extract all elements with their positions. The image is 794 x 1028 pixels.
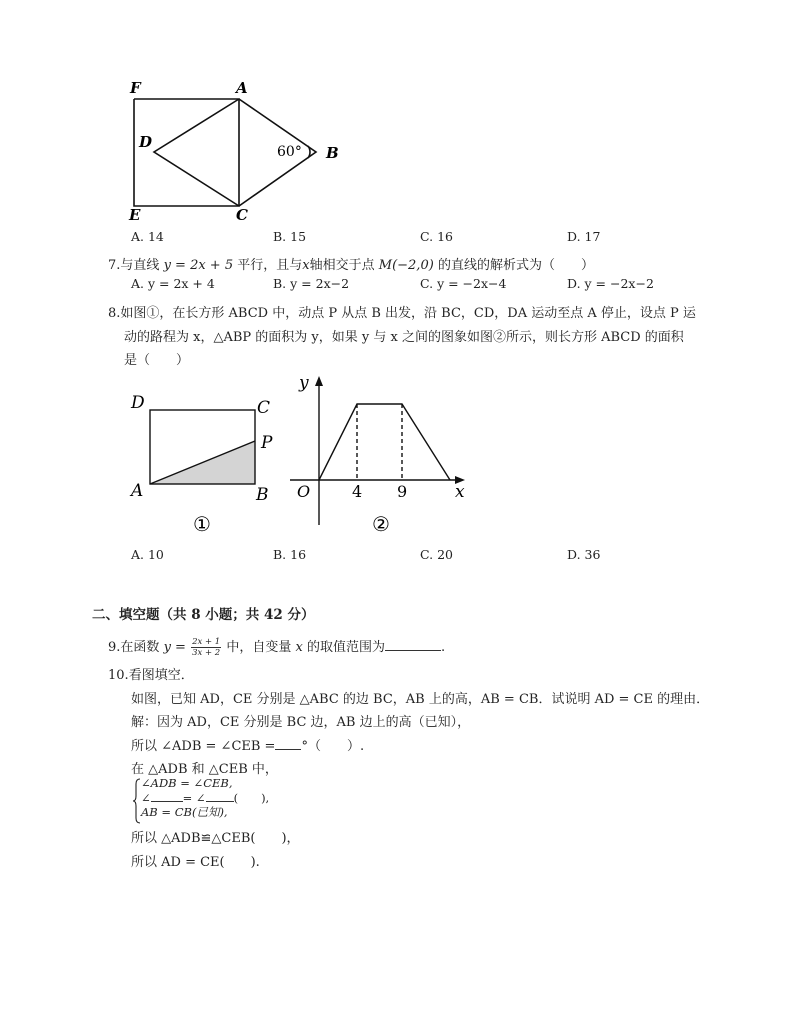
q10-system-row3: AB = CB(已知), xyxy=(141,805,228,819)
q8-stem-line2: 动的路程为 x，△ABP 的面积为 y，如果 y 与 x 之间的图象如图②所示，则长方形 ABCD 的面积 xyxy=(124,330,684,345)
q7-option-a: A. y = 2x + 4 xyxy=(131,276,215,291)
q6-option-c: C. 16 xyxy=(420,229,453,244)
q7-option-d: D. y = −2x−2 xyxy=(567,276,654,291)
q9-func-y: y = xyxy=(163,640,186,655)
fig1-label-D: D xyxy=(131,393,145,413)
q9-fraction xyxy=(191,637,221,658)
area-function-graph xyxy=(285,370,475,538)
fig2-label-y: y xyxy=(299,373,309,393)
label-E: E xyxy=(129,206,141,224)
q10-system-row1: ∠ADB = ∠CEB, xyxy=(141,776,233,790)
q10-line3-end: °（ ）. xyxy=(301,739,365,754)
fig1-label-B: B xyxy=(256,485,269,505)
q10-line4: 在 △ADB 和 △CEB 中， xyxy=(131,762,278,777)
q7-text-c: 轴相交于点 xyxy=(309,258,375,273)
q7-option-b: B. y = 2x−2 xyxy=(273,276,350,291)
q7-text-d: 的直线的解析式为（ ） xyxy=(437,258,594,273)
q10-angle-blank-1[interactable] xyxy=(151,801,183,802)
label-D: D xyxy=(139,133,153,151)
q10-angle-blank-2[interactable] xyxy=(206,801,234,802)
q10-line6: 所以 △ADB≌△CEB( )， xyxy=(131,831,300,846)
q10-reason: ( ), xyxy=(233,791,270,805)
fig1-label-C: C xyxy=(257,398,271,418)
fig2-tick-4: 4 xyxy=(352,482,363,501)
q6-option-d: D. 17 xyxy=(567,229,601,244)
q6-option-b: B. 15 xyxy=(273,229,307,244)
q8-stem-line3: 是（ ） xyxy=(124,353,190,368)
q9-denominator: 3x + 2 xyxy=(192,648,221,658)
q8-number: 8. xyxy=(108,306,121,321)
q7-option-c: C. y = −2x−4 xyxy=(420,276,507,291)
q9-text-b: 中，自变量 xyxy=(226,640,292,655)
q9-end: . xyxy=(441,640,446,655)
q10-line1: 如图，已知 AD，CE 分别是 △ABC 的边 BC，AB 上的高，AB = CB．试说明 AD = CE 的理由． xyxy=(131,692,710,707)
q8-option-c: C. 20 xyxy=(420,547,453,562)
q8-stem-line1 xyxy=(108,302,696,321)
q7-equation: y = 2x + 5 xyxy=(163,258,234,273)
fig2-label-O: O xyxy=(297,482,311,501)
q7-number: 7. xyxy=(108,258,121,273)
q7-text-b: 平行，且与 xyxy=(237,258,303,273)
q8-line1: 如图①，在长方形 ABCD 中，动点 P 从点 B 出发，沿 BC，CD，DA 运动至点 A 停止，设点 P 运 xyxy=(120,306,696,321)
rectangle-moving-point-figure xyxy=(125,388,285,538)
q9-var: x xyxy=(295,640,303,655)
q7-stem xyxy=(108,254,594,273)
q10-title-text: 看图填空． xyxy=(128,668,194,683)
rectangle-rhombus-figure xyxy=(120,76,350,226)
q10-angle-sym1: ∠ xyxy=(141,791,151,805)
q7-text-a: 与直线 xyxy=(120,258,160,273)
label-B: B xyxy=(326,144,339,162)
section-title: 二、填空题（共 8 小题；共 42 分） xyxy=(92,607,315,623)
q10-line2: 解：因为 AD，CE 分别是 BC 边，AB 边上的高（已知）， xyxy=(131,715,471,730)
fig1-label-A: A xyxy=(131,481,144,501)
q10-angle-blank[interactable] xyxy=(275,749,301,750)
q9-number: 9. xyxy=(108,640,121,655)
q9-numerator: 2x + 1 xyxy=(192,637,221,647)
q10-line3-text: 所以 ∠ADB = ∠CEB = xyxy=(131,739,276,754)
q9-text-a: 在函数 xyxy=(120,640,160,655)
q8-option-d: D. 36 xyxy=(567,547,601,562)
label-C: C xyxy=(236,206,248,224)
q10-angle-sym2: = ∠ xyxy=(182,791,206,805)
fig2-caption: ② xyxy=(372,512,390,536)
q8-option-a: A. 10 xyxy=(131,547,164,562)
q6-option-a: A. 14 xyxy=(131,229,164,244)
fig2-tick-9: 9 xyxy=(397,482,408,501)
q7-point: M(−2,0) xyxy=(378,258,434,273)
label-A: A xyxy=(236,79,248,97)
q9-answer-blank[interactable] xyxy=(385,650,441,651)
q10-line7: 所以 AD = CE( ). xyxy=(131,855,260,870)
fig1-caption: ① xyxy=(193,512,211,536)
q8-option-b: B. 16 xyxy=(273,547,307,562)
fig1-label-P: P xyxy=(261,433,273,453)
q10-title xyxy=(108,664,194,683)
q10-number: 10. xyxy=(108,668,129,683)
q7-var: x xyxy=(302,258,310,273)
fig2-label-x: x xyxy=(455,482,465,502)
q9-text-c: 的取值范围为 xyxy=(307,640,386,655)
label-F: F xyxy=(130,79,141,97)
label-angle: 60° xyxy=(277,144,302,160)
q10-line3 xyxy=(131,735,364,754)
q9-stem xyxy=(108,636,445,658)
